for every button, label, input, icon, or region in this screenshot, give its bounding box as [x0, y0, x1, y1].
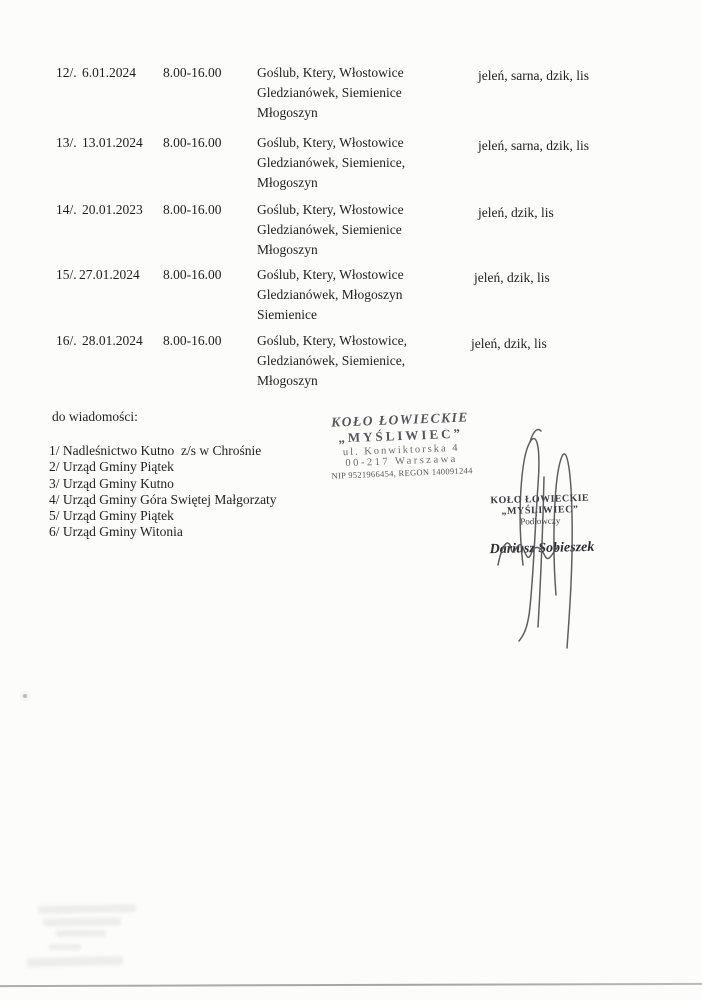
row-time: 8.00-16.00: [163, 65, 222, 80]
row-date: 20.01.2023: [82, 202, 143, 217]
scan-speck: [23, 694, 27, 698]
bleed-through-artifact: [38, 904, 136, 914]
row-animals: jeleń, dzik, lis: [471, 336, 547, 351]
location-line: Młogoszyn: [257, 242, 318, 257]
row-date: 27.01.2024: [79, 267, 140, 282]
list-item: 2/ Urząd Gminy Piątek: [49, 459, 174, 475]
row-locations: [257, 331, 472, 391]
location-line: Gledzianówek, Siemienice: [257, 85, 402, 100]
row-animals: jeleń, sarna, dzik, lis: [478, 138, 589, 153]
location-line: Goślub, Ktery, Włostowice,: [257, 333, 407, 348]
bleed-through-artifact: [49, 944, 81, 950]
row-animals: jeleń, dzik, lis: [474, 270, 550, 285]
location-line: Gledzianówek, Młogoszyn: [257, 287, 403, 302]
list-item: 4/ Urząd Gminy Góra Swiętej Małgorzaty: [49, 491, 277, 507]
row-date: 13.01.2024: [82, 135, 143, 150]
location-line: Gledzianówek, Siemienice,: [257, 353, 406, 368]
distribution-heading: do wiadomości:: [52, 409, 138, 424]
location-line: Młogoszyn: [257, 175, 318, 190]
location-line: Młogoszyn: [257, 373, 318, 388]
stamp-signer-role: Podłowczy: [520, 515, 561, 527]
stamp-club-name: KOŁO ŁOWIECKIE: [490, 492, 590, 507]
location-line: Gledzianówek, Siemienice: [257, 222, 402, 237]
row-time: 8.00-16.00: [163, 135, 222, 150]
row-number: 15/.: [56, 267, 77, 282]
stamp-city: 00-217 Warszawa: [345, 453, 459, 470]
location-line: Goślub, Ktery, Włostowice: [257, 267, 404, 282]
row-date: 28.01.2024: [82, 333, 143, 348]
distribution-list: [49, 443, 277, 541]
row-animals: jeleń, dzik, lis: [478, 205, 554, 220]
row-locations: [257, 63, 472, 123]
row-locations: [257, 265, 472, 325]
row-number: 13/.: [56, 135, 77, 150]
list-item: 1/ Nadleśnictwo Kutno z/s w Chrośnie: [49, 443, 262, 458]
stamp-club-alias: „MYŚLIWIEC”: [501, 503, 579, 518]
row-time: 8.00-16.00: [163, 267, 222, 282]
list-item: 6/ Urząd Gminy Witonia: [49, 524, 183, 540]
row-locations: [257, 200, 472, 260]
location-line: Goślub, Ktery, Włostowice: [257, 202, 404, 217]
stamp-club-alias: „MYŚLIWIEC”: [338, 425, 464, 446]
scanner-edge-line: [0, 983, 702, 987]
row-number: 16/.: [56, 333, 77, 348]
stamp-club-name: KOŁO ŁOWIECKIE: [330, 409, 470, 430]
list-item: 5/ Urząd Gminy Piątek: [49, 508, 174, 524]
row-number: 14/.: [56, 202, 77, 217]
location-line: Gledzianówek, Siemienice,: [257, 155, 406, 170]
signer-name-stamp: Dariusz Sobieszek: [489, 539, 595, 558]
handwritten-signature: [460, 415, 640, 655]
row-date: 6.01.2024: [82, 65, 136, 80]
location-line: Młogoszyn: [257, 105, 318, 120]
row-time: 8.00-16.00: [163, 333, 222, 348]
location-line: Goślub, Ktery, Włostowice: [257, 135, 404, 150]
stamp-nip-regon: NIP 9521966454, REGON 140091244: [331, 465, 473, 481]
bleed-through-artifact: [56, 930, 106, 937]
row-animals: jeleń, sarna, dzik, lis: [478, 68, 589, 83]
row-number: 12/.: [56, 65, 77, 80]
list-item: 3/ Urząd Gminy Kutno: [49, 475, 174, 491]
bleed-through-artifact: [43, 917, 121, 926]
stamp-street: ul. Konwiktorska 4: [342, 442, 460, 459]
row-time: 8.00-16.00: [163, 202, 222, 217]
row-locations: [257, 133, 472, 193]
location-line: Siemienice: [257, 307, 317, 322]
bleed-through-artifact: [27, 956, 123, 968]
location-line: Goślub, Ktery, Włostowice: [257, 65, 404, 80]
